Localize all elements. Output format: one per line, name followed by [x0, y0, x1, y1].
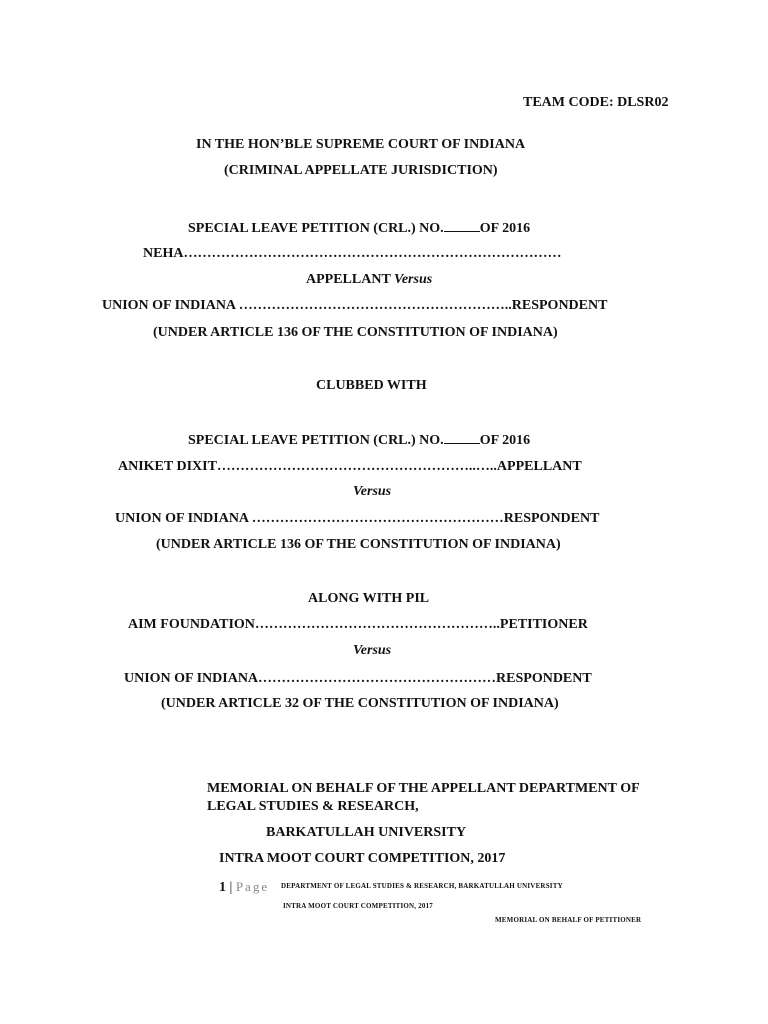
- footer-memorial: MEMORIAL ON BEHALF OF PETITIONER: [495, 916, 642, 924]
- case1-party2: UNION OF INDIANA …………………………………………………..RESPONDENT: [102, 298, 608, 313]
- case2-article: (UNDER ARTICLE 136 OF THE CONSTITUTION OF INDIANA): [156, 537, 561, 552]
- team-code: TEAM CODE: DLSR02: [523, 95, 669, 110]
- page-word: Page: [235, 879, 270, 894]
- case2-party2: UNION OF INDIANA ………………………………………………RESPONDENT: [115, 511, 600, 526]
- case1-slp-prefix: SPECIAL LEAVE PETITION (CRL.) NO.: [188, 221, 444, 236]
- case1-slp-suffix: OF 2016: [479, 221, 531, 236]
- case3-article: (UNDER ARTICLE 32 OF THE CONSTITUTION OF INDIANA): [161, 696, 559, 711]
- case1-versus: Versus: [394, 272, 433, 287]
- case2-party1: ANIKET DIXIT………………………………………………..…..APPELLANT: [118, 459, 582, 474]
- case2-slp-blank: [444, 431, 480, 444]
- case3-versus: Versus: [353, 643, 392, 658]
- clubbed-with: CLUBBED WITH: [316, 378, 427, 393]
- court-name: IN THE HON’BLE SUPREME COURT OF INDIANA: [196, 137, 526, 152]
- case2-slp-line: [188, 431, 530, 450]
- memorial-line2: LEGAL STUDIES & RESEARCH,: [207, 799, 419, 814]
- case2-slp-suffix: OF 2016: [479, 433, 531, 448]
- footer-competition: INTRA MOOT COURT COMPETITION, 2017: [283, 902, 434, 910]
- along-with-pil: ALONG WITH PIL: [308, 591, 430, 606]
- case2-slp-prefix: SPECIAL LEAVE PETITION (CRL.) NO.: [188, 433, 444, 448]
- footer-dept: DEPARTMENT OF LEGAL STUDIES & RESEARCH, BARKATULLAH UNIVERSITY: [281, 882, 563, 890]
- case3-party1: AIM FOUNDATION……………………………………………..PETITIONER: [128, 617, 588, 632]
- page-footer: [219, 878, 269, 897]
- case3-party2: UNION OF INDIANA……………………………………………RESPONDENT: [124, 671, 592, 686]
- case1-party1: NEHA………………………………………………………………………: [143, 246, 562, 261]
- page-separator: |: [229, 880, 233, 895]
- case1-appellant-versus: [306, 271, 432, 289]
- case2-versus: Versus: [353, 484, 392, 499]
- case1-slp-blank: [444, 219, 480, 232]
- memorial-university: BARKATULLAH UNIVERSITY: [266, 825, 467, 840]
- case1-article: (UNDER ARTICLE 136 OF THE CONSTITUTION OF INDIANA): [153, 325, 558, 340]
- memorial-line1: MEMORIAL ON BEHALF OF THE APPELLANT DEPARTMENT OF: [207, 781, 640, 796]
- court-jurisdiction: (CRIMINAL APPELLATE JURISDICTION): [224, 163, 498, 178]
- case1-appellant: APPELLANT: [306, 272, 391, 287]
- case1-slp-line: [188, 219, 530, 238]
- memorial-competition: INTRA MOOT COURT COMPETITION, 2017: [219, 851, 506, 866]
- page-number: 1: [219, 880, 226, 895]
